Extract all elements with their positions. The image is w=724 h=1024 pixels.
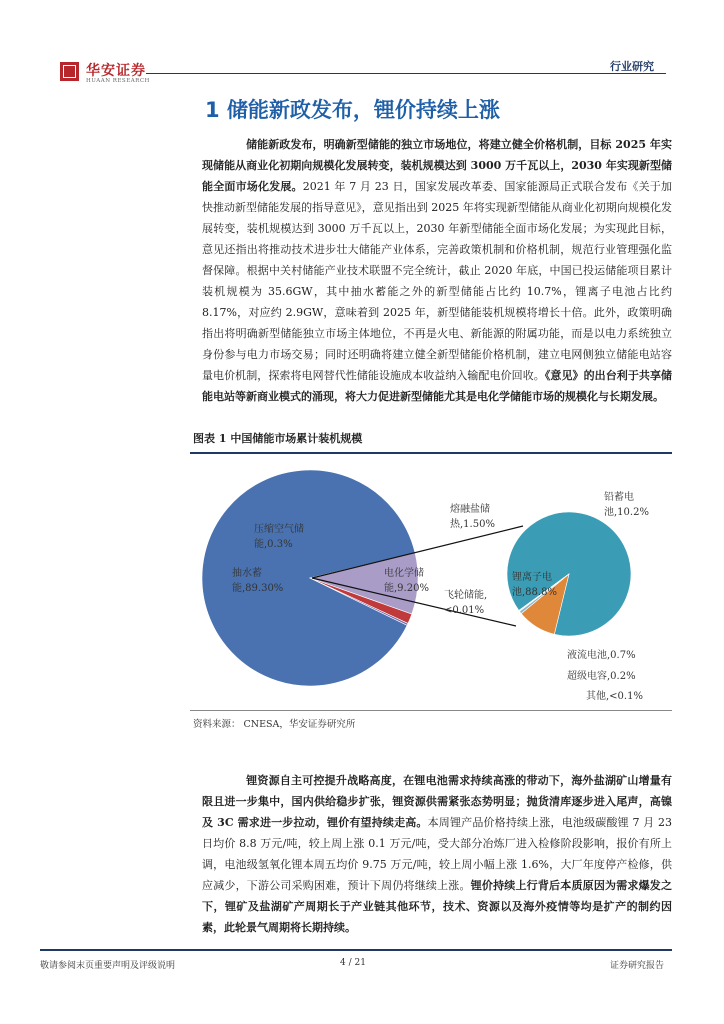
logo-text: 华安证券 (86, 63, 146, 79)
label-pumped: 抽水蓄能,89.30% (232, 568, 284, 594)
logo-mark (60, 62, 79, 81)
page-number: 4 / 21 (340, 958, 366, 968)
figure-caption: 图表 1 中国储能市场累计装机规模 (193, 432, 363, 445)
paragraph-policy (202, 134, 672, 407)
label-other: 其他,<0.1% (586, 691, 643, 702)
figure-top-rule (190, 452, 672, 454)
paragraph-lithium-conclusion: 锂价持续上行背后本质原因为需求爆发之下，锂矿及盐湖矿产周期长于产业链其他环节，技术、资源以及海外疫情等均是扩产的制约因素，此轮景气周期将长期持续。 (202, 879, 673, 934)
footer-report-type: 证券研究报告 (610, 961, 665, 971)
paragraph-lithium (202, 770, 672, 938)
footer-disclaimer: 敬请参阅末页重要声明及评级说明 (40, 961, 176, 971)
label-flow: 液流电池,0.7% (567, 650, 636, 661)
footer-rule (40, 949, 672, 951)
paragraph-policy-lead: 储能新政发布，明确新型储能的独立市场地位，将建立健全价格机制，目标 2025 年实现储能从商业化初期向规模化发展转变，装机规模达到 3000 万千瓦以上，2030 年实现新型储能全面市场化发展。 (202, 138, 672, 193)
paragraph-policy-conclusion: 《意见》的出台利于共享储能电站等新商业模式的涌现，将大力促进新型储能尤其是电化学储能市场的规模化与长期发展。 (202, 369, 672, 403)
paragraph-lithium-lead: 锂资源自主可控提升战略高度，在锂电池需求持续高涨的带动下，海外盐湖矿山增量有限且进一步集中，国内供给稳步扩张，锂资源供需紧张态势明显；抛货清库逐步进入尾声，高镍及 3C 需求进一步拉动，锂价有望持续走高。 (202, 774, 672, 829)
label-lithium: 锂离子电池,88.8% (512, 572, 557, 598)
figure-source: 资料来源： CNESA，华安证券研究所 (193, 719, 356, 730)
header-rule (146, 73, 666, 74)
label-compressed: 压缩空气储能,0.3% (254, 524, 304, 550)
logo-subtext: HUAAN RESEARCH (86, 78, 150, 84)
label-electrochem: 电化学储能,9.20% (384, 568, 429, 594)
label-supercap: 超级电容,0.2% (567, 671, 636, 682)
section-title: 1 储能新政发布，锂价持续上涨 (205, 98, 500, 122)
label-flywheel: 飞轮储能,<0.01% (444, 590, 488, 616)
paragraph-lithium-body: 本周锂产品价格持续上涨，电池级碳酸锂 7 月 23 日均价 8.8 万元/吨，较上周上涨 0.1 万元/吨，受大部分冶炼厂进入检修阶段影响，报价有所上调，电池级氢氧化锂本周五均价 9.75 万元/吨，较上周小幅上涨 1.6%，大厂年度停产检修，供应减少，下游公司采购困难，预计下周仍将继续上涨。 (202, 816, 672, 892)
paragraph-policy-body: 2021 年 7 月 23 日，国家发展改革委、国家能源局正式联合发布《关于加快推动新型储能发展的指导意见》，意见指出到 2025 年将实现新型储能从商业化初期向规模化发展转变，装机规模达到 3000 万千瓦以上，2030 年新型储能全面市场化发展；为实现此目标，意见还指出将推动技术进步壮大储能产业体系，完善政策机制和价格机制，规范行业管理强化监督保障。根据中关村储能产业技术联盟不完全统计，截止 2020 年底，中国已投运储能项目累计装机规模为 35.6GW，其中抽水蓄能之外的新型储能占比约 10.7%，锂离子电池占比约 8.17%，对应约 2.9GW，意味着到 2025 年，新型储能装机规模将增长十倍。此外，政策明确指出将明确新型储能独立市场主体地位，不再是火电、新能源的附属功能，而是以电力系统独立身份参与电力市场交易；同时还明确将建立健全新型储能价格机制，建立电网侧独立储能电站容量电价机制，探索将电网替代性储能设施成本收益纳入输配电价回收。 (202, 180, 672, 382)
figure-bottom-rule (190, 710, 672, 711)
label-lead: 铅蓄电池,10.2% (604, 492, 649, 518)
header-label: 行业研究 (610, 60, 654, 73)
label-molten: 熔融盐储热,1.50% (450, 504, 495, 530)
